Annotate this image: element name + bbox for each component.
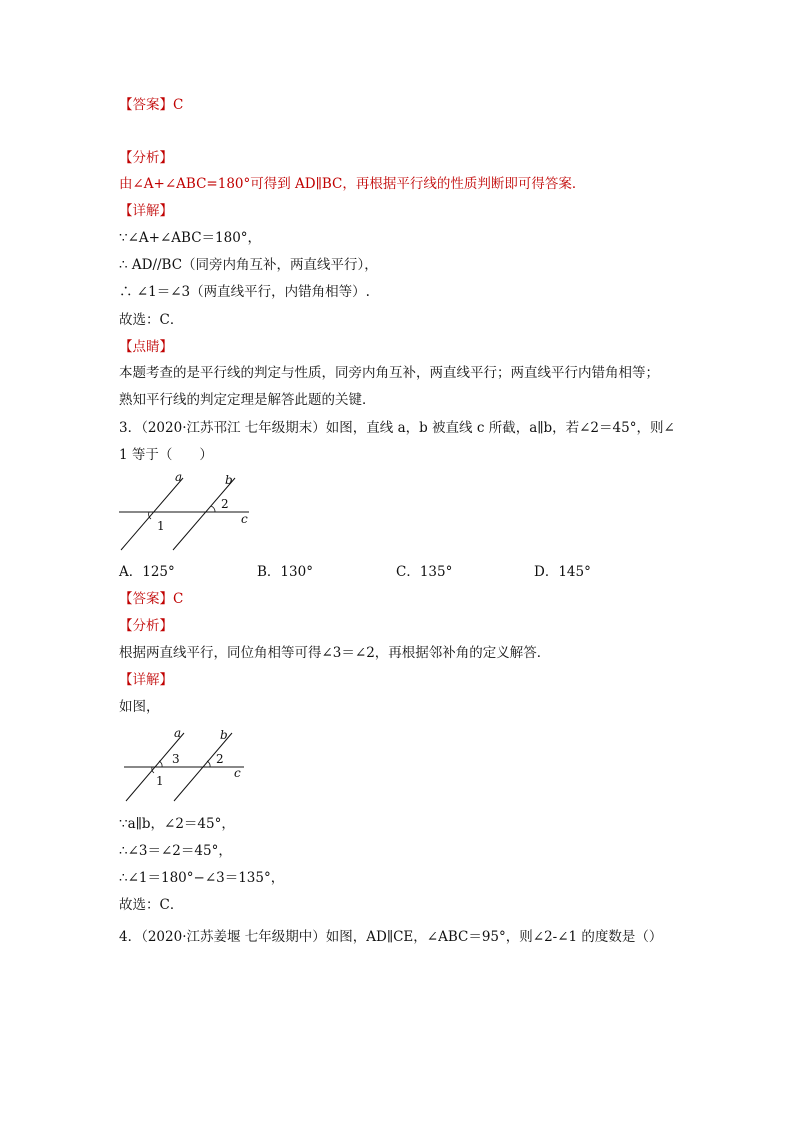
choice-d: D．145°	[534, 564, 591, 580]
q3-analysis-text: 根据两直线平行，同位角相等可得∠3＝∠2，再根据邻补角的定义解答．	[119, 645, 551, 661]
label-1: 1	[157, 519, 165, 533]
q3-figure-1	[115, 468, 255, 554]
q2-comment-line1: 本题考查的是平行线的判定与性质，同旁内角互补，两直线平行；两直线平行内错角相等；	[119, 365, 659, 381]
q2-answer: 【答案】C	[119, 97, 184, 113]
q2-step2: ∴ AD//BC（同旁内角互补，两直线平行），	[119, 257, 378, 273]
q3-as-figure: 如图，	[119, 699, 160, 715]
choice-a: A．125°	[119, 564, 175, 580]
q4-stem: 4．（2020·江苏姜堰 七年级期中）如图，AD∥CE，∠ABC＝95°，则∠2-∠1 的度数是（）	[119, 929, 663, 945]
label-a: a	[175, 470, 183, 484]
q2-step1: ∵∠A+∠ABC＝180°，	[119, 230, 262, 246]
label-2: 2	[221, 497, 229, 511]
q3-stem-line2: 1 等于（ ）	[119, 447, 213, 463]
label-b: b	[225, 473, 233, 487]
q3-step1: ∵a∥b，∠2＝45°，	[119, 816, 235, 832]
label-1: 1	[156, 774, 164, 788]
label-c: c	[241, 512, 248, 526]
q2-conclusion: 故选：C．	[119, 312, 184, 328]
q2-step3: ∴ ∠1＝∠3（两直线平行，内错角相等）.	[119, 284, 370, 300]
q3-step2: ∴∠3＝∠2＝45°，	[119, 843, 232, 859]
label-b: b	[220, 728, 228, 742]
q2-detail-heading: 【详解】	[119, 203, 173, 219]
line-b	[173, 478, 235, 550]
line-a	[121, 478, 183, 550]
choice-c: C．135°	[396, 564, 453, 580]
q3-answer: 【答案】C	[119, 591, 184, 607]
q3-detail-heading: 【详解】	[119, 672, 173, 688]
q3-stem-line1: 3．（2020·江苏邗江 七年级期末）如图，直线 a，b 被直线 c 所截，a∥b，若∠2＝45°，则∠	[119, 420, 675, 436]
q3-step3: ∴∠1＝180°−∠3＝135°，	[119, 870, 285, 886]
q3-conclusion: 故选：C．	[119, 897, 184, 913]
label-a: a	[174, 726, 182, 740]
label-3: 3	[172, 752, 180, 766]
q2-analysis-text: 由∠A+∠ABC=180°可得到 AD∥BC，再根据平行线的性质判断即可得答案．	[119, 176, 586, 192]
q3-figure-2	[120, 725, 250, 805]
choice-b: B．130°	[257, 564, 313, 580]
q3-analysis-heading: 【分析】	[119, 618, 173, 634]
label-2: 2	[216, 752, 224, 766]
label-c: c	[234, 766, 241, 780]
q2-analysis-heading: 【分析】	[119, 150, 173, 166]
q2-comment-line2: 熟知平行线的判定定理是解答此题的关键．	[119, 392, 376, 408]
q2-comment-heading: 【点睛】	[119, 339, 173, 355]
angle2-arc	[211, 506, 215, 512]
